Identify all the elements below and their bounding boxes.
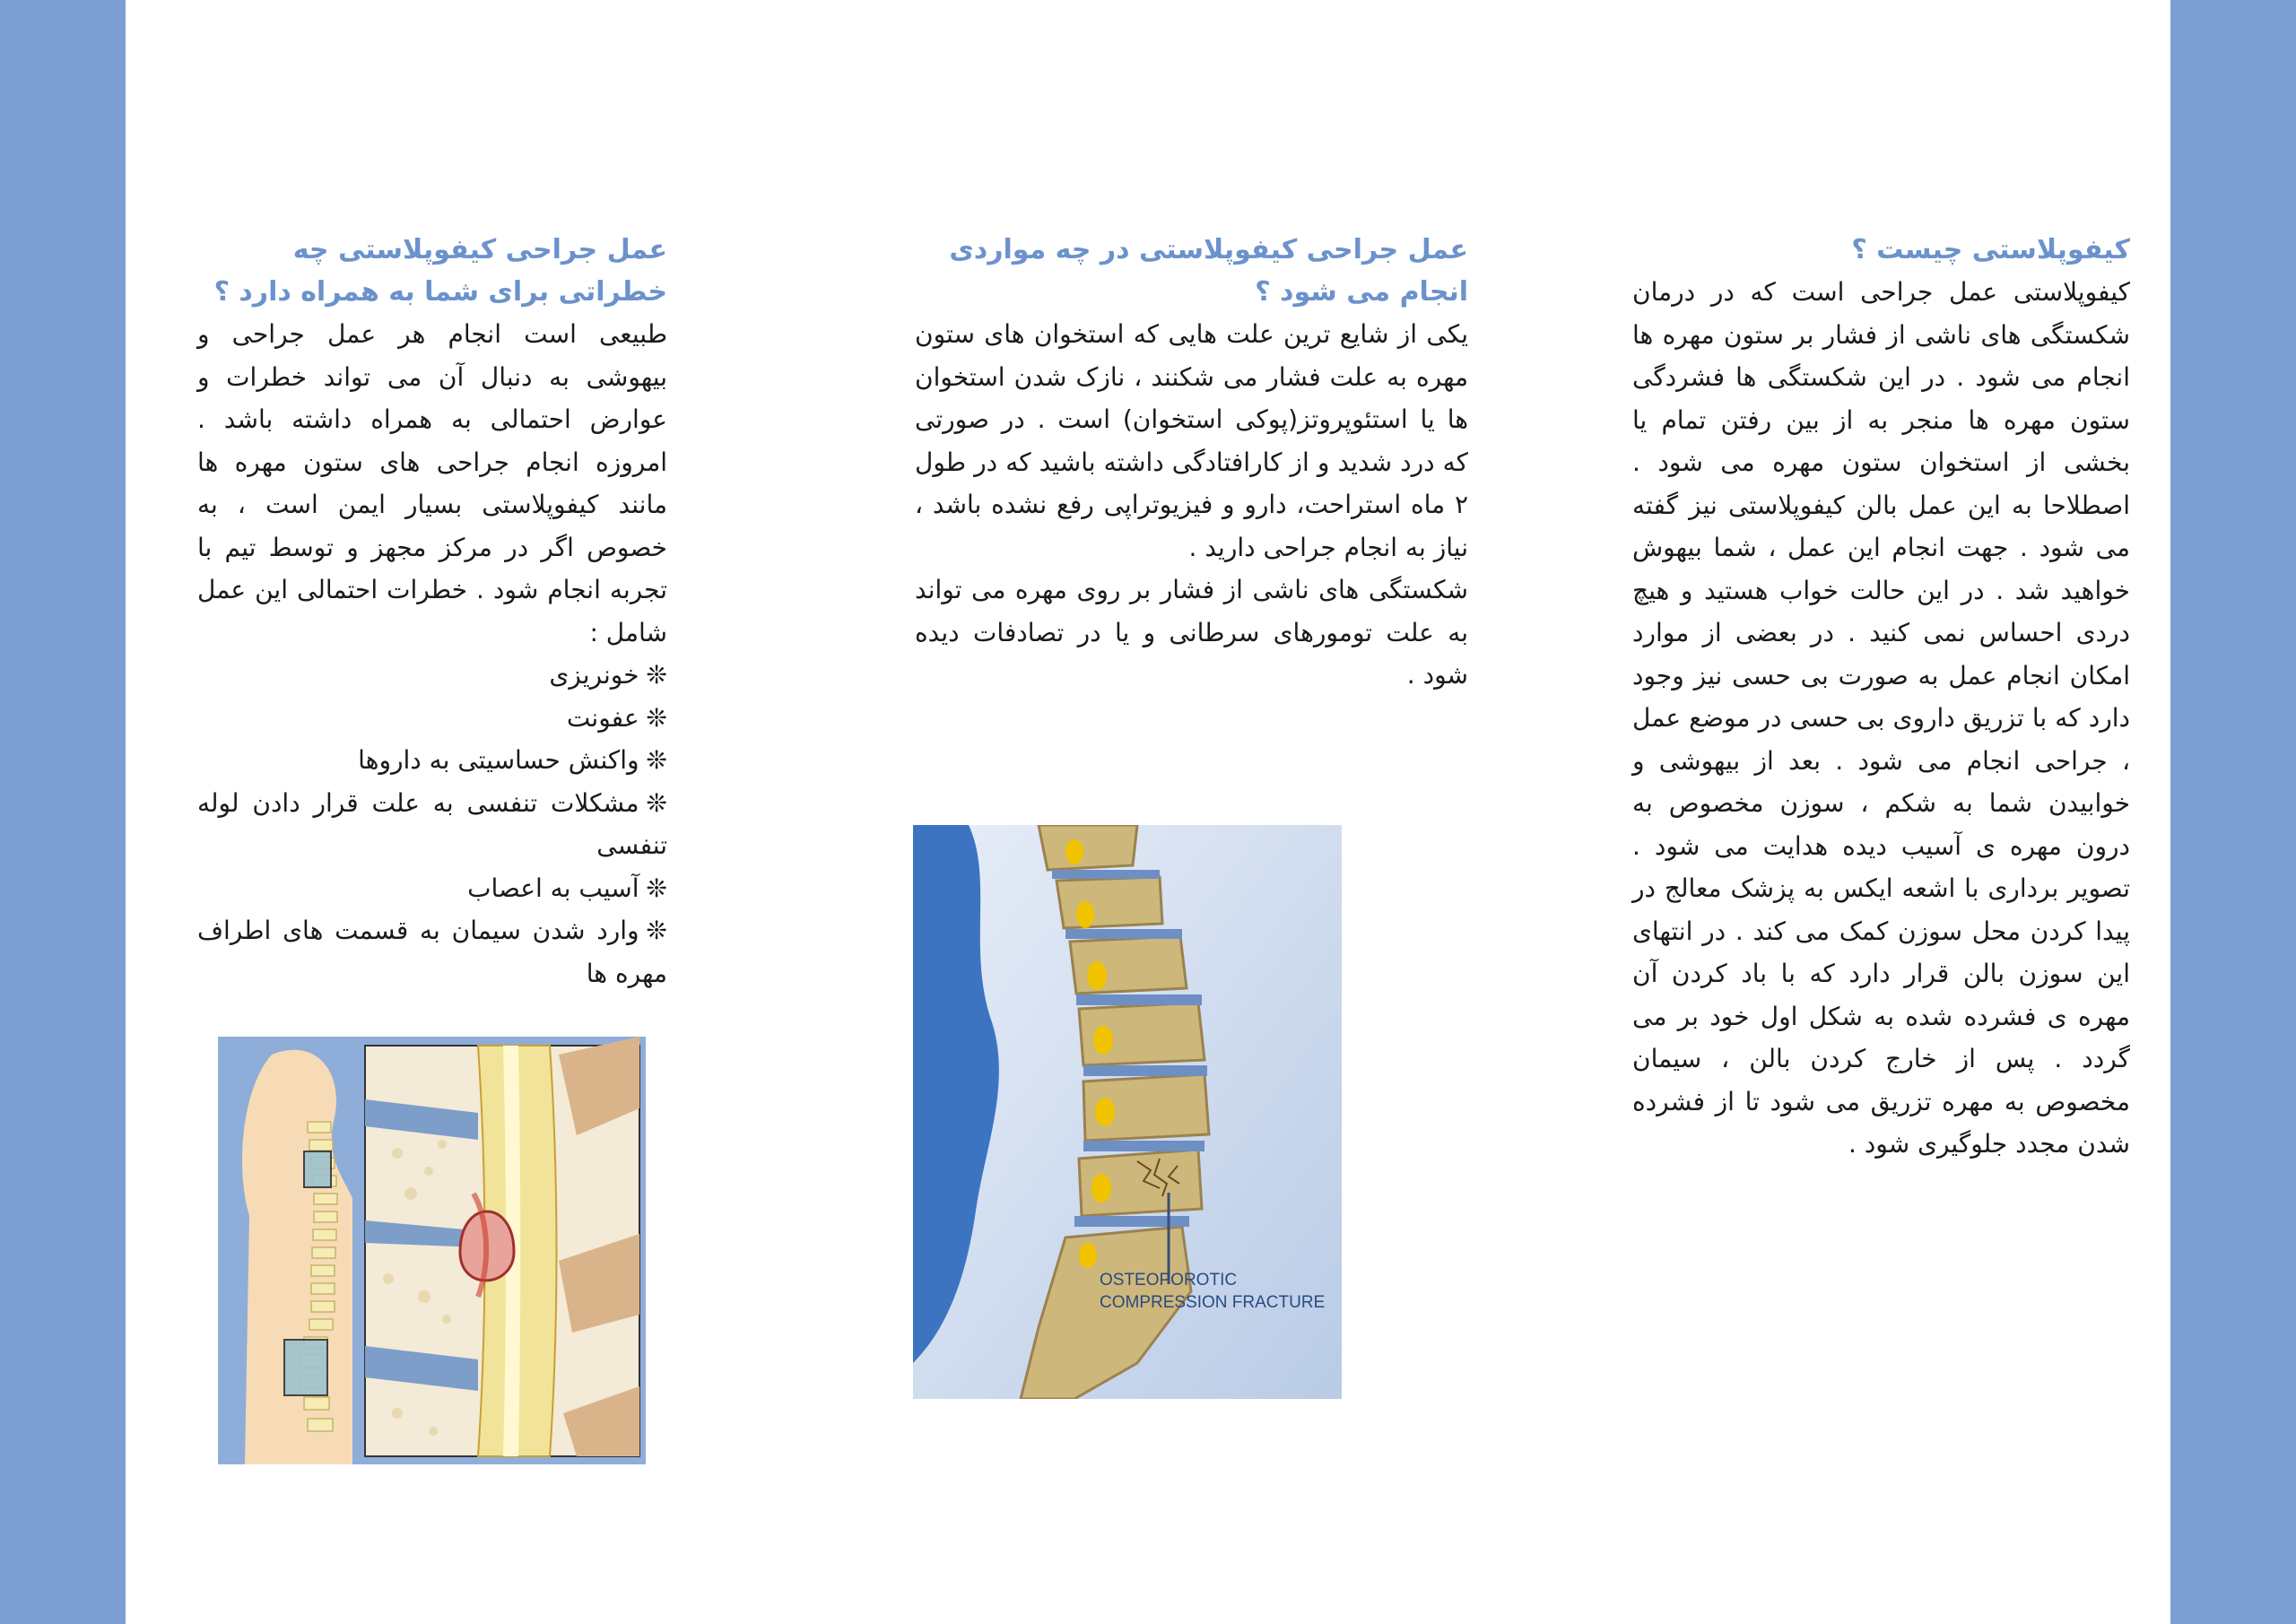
figure-label-line1: OSTEOPOROTIC xyxy=(1100,1271,1238,1290)
heading-what-is-kyphoplasty: کیفوپلاستی چیست ؟ xyxy=(1851,234,2130,265)
bullet-icon: ❊ xyxy=(646,873,667,903)
risk-item: ❊خونریزی xyxy=(549,660,667,690)
column-indications xyxy=(915,229,1468,697)
paragraph-indications-2: شکستگی های ناشی از فشار بر روی مهره می تواند به علت تومورهای سرطانی و یا در تصادفات دیده شود . xyxy=(915,575,1468,690)
bullet-icon: ❊ xyxy=(646,745,667,775)
paragraph-risks: طبیعی است انجام هر عمل جراحی و بیهوشی به دنبال آن می تواند خطرات و عوارض احتمالی به همراه داشته باشد . امروزه انجام جراحی های ستون مهره ها مانند کیفوپلاستی بسیار ایمن است ، به خصوص اگر در مرکز مجهز و توسط تیم با تجربه انجام شود . خطرات احتمالی این عمل شامل : xyxy=(197,319,667,647)
brochure-page xyxy=(126,0,2170,1624)
heading-indications: عمل جراحی کیفوپلاستی در چه مواردی انجام می شود ؟ xyxy=(949,234,1468,308)
risk-item: ❊مشکلات تنفسی به علت قرار دادن لوله تنفسی xyxy=(197,787,667,860)
risk-item: ❊عفونت xyxy=(566,702,667,733)
herniated-disc-illustration xyxy=(218,1037,646,1464)
figure-label-line2: COMPRESSION FRACTURE xyxy=(1100,1293,1326,1312)
risk-item: ❊واکنش حساسیتی به داروها xyxy=(358,745,667,775)
paragraph-indications-1: یکی از شایع ترین علت هایی که استخوان های ستون مهره به علت فشار می شکنند ، نازک شدن استخوان ها یا استئوپروتز(پوکی استخوان) است . در صورتی که درد شدید و از کارافتادگی داشته باشید که در طول ۲ ماه استراحت، دارو و فیزیوتراپی رفع نشده باشد ، نیاز به انجام جراحی دارید . xyxy=(915,319,1468,562)
bullet-icon: ❊ xyxy=(646,702,667,733)
heading-risks: عمل جراحی کیفوپلاستی چه خطراتی برای شما به همراه دارد ؟ xyxy=(213,234,667,308)
spine-illustration xyxy=(913,825,1342,1399)
paragraph-what-is-kyphoplasty: کیفوپلاستی عمل جراحی است که در درمان شکستگی های ناشی از فشار بر ستون مهره ها انجام می شود . در این شکستگی ها فشردگی ستون مهره ها منجر به از بین رفتن تمام یا بخشی از استخوان ستون مهره می شود . اصطلاحا به این عمل بالن کیفوپلاستی نیز گفته می شود . جهت انجام این عمل ، شما بیهوش خواهید شد . در این حالت خواب هستید و هیچ دردی احساس نمی کنید . در بعضی از موارد امکان انجام عمل به صورت بی حسی نیز وجود دارد که با تزریق داروی بی حسی در موضع عمل ، جراحی انجام می شود . بعد از بیهوشی و خوابیدن شما به شکم ، سوزن مخصوص به درون مهره ی آسیب دیده هدایت می شود . تصویر برداری با اشعه ایکس به پزشک معالج در پیدا کردن محل سوزن کمک می کند . در انتهای این سوزن بالن قرار دارد که با باد کردن آن مهره ی فشرده شده به شکل اول خود بر می گردد . پس از خارج کردن بالن ، سیمان مخصوص به مهره تزریق می شود تا از فشرده شدن مجدد جلوگیری شود . xyxy=(1632,277,2130,1159)
risk-list xyxy=(197,654,667,994)
bullet-icon: ❊ xyxy=(646,916,667,945)
risk-item: ❊وارد شدن سیمان به قسمت های اطراف مهره ها xyxy=(197,916,667,988)
column-what-is-kyphoplasty xyxy=(1632,229,2130,1166)
spine-illustration-svg xyxy=(913,825,1342,1399)
bullet-icon: ❊ xyxy=(646,660,667,690)
column-risks xyxy=(197,229,667,994)
risk-item: ❊آسیب به اعصاب xyxy=(467,873,667,903)
bullet-icon: ❊ xyxy=(646,787,667,818)
herniated-disc-svg xyxy=(218,1037,646,1464)
